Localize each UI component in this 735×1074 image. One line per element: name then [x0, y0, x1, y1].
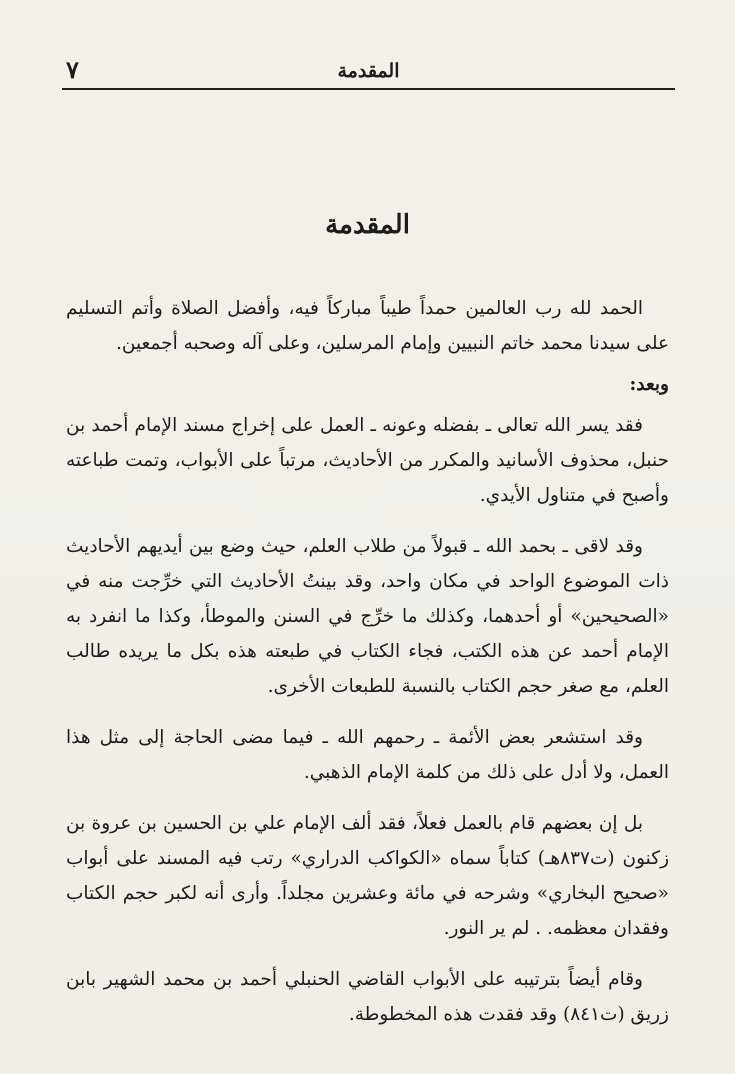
page-number: ٧: [66, 55, 79, 84]
running-header: [62, 52, 675, 86]
paragraph-musnad-work: فقد يسر الله تعالى ـ بفضله وعونه ـ العمل على إخراج مسند الإمام أحمد بن حنبل، محذوف الأسانيد والمكرر من الأحاديث، مرتباً على الأبواب، وتمت طباعته وأصبح في متناول الأيدي.: [66, 415, 669, 506]
paragraph-ibn-zaknun: بل إن بعضهم قام بالعمل فعلاً، فقد ألف الإمام علي بن الحسين بن عروة بن زكنون (ت٨٣٧هـ) كتاباً سماه «الكواكب الدراري» رتب فيه المسند على أبواب «صحيح البخاري» وشرحه في مائة وعشرين مجلداً. وأرى أنه لكبر حجم الكتاب وفقدان معظمه. . لم ير النور.: [66, 813, 670, 939]
paragraph-reception: وقد لاقى ـ بحمد الله ـ قبولاً من طلاب العلم، حيث وضع بين أيديهم الأحاديث ذات الموضوع الواحد في مكان واحد، وقد بينتُ الأحاديث التي خرِّجت منه في «الصحيحين» أو أحدهما، وكذلك ما خرِّج في السنن والموطأ، وكذا ما انفرد به الإمام أحمد عن هذه الكتب، فجاء الكتاب في طبعته هذه بكل ما يريده طالب العلم، مع صغر حجم الكتاب بالنسبة للطبعات الأخرى.: [66, 536, 669, 697]
page-body: [66, 205, 669, 1048]
paragraph-imams-need: وقد استشعر بعض الأئمة ـ رحمهم الله ـ فيما مضى الحاجة إلى مثل هذا العمل، ولا أدل على ذلك من كلمة الإمام الذهبي.: [66, 727, 669, 783]
header-rule: [62, 88, 675, 90]
paragraph-opening: الحمد لله رب العالمين حمداً طيباً مباركاً فيه، وأفضل الصلاة وأتم التسليم على سيدنا محمد خاتم النبيين وإمام المرسلين، وعلى آله وصحبه أجمعين.: [66, 298, 669, 354]
section-heading: المقدمة: [325, 210, 410, 240]
paragraph-wabaad: وبعد:: [629, 374, 669, 395]
paragraph-ibn-zurayq: وقام أيضاً بترتيبه على الأبواب القاضي الحنبلي أحمد بن محمد الشهير بابن زريق (ت٨٤١) وقد فقدت هذه المخطوطة.: [66, 969, 669, 1025]
running-header-title: المقدمة: [337, 60, 400, 82]
